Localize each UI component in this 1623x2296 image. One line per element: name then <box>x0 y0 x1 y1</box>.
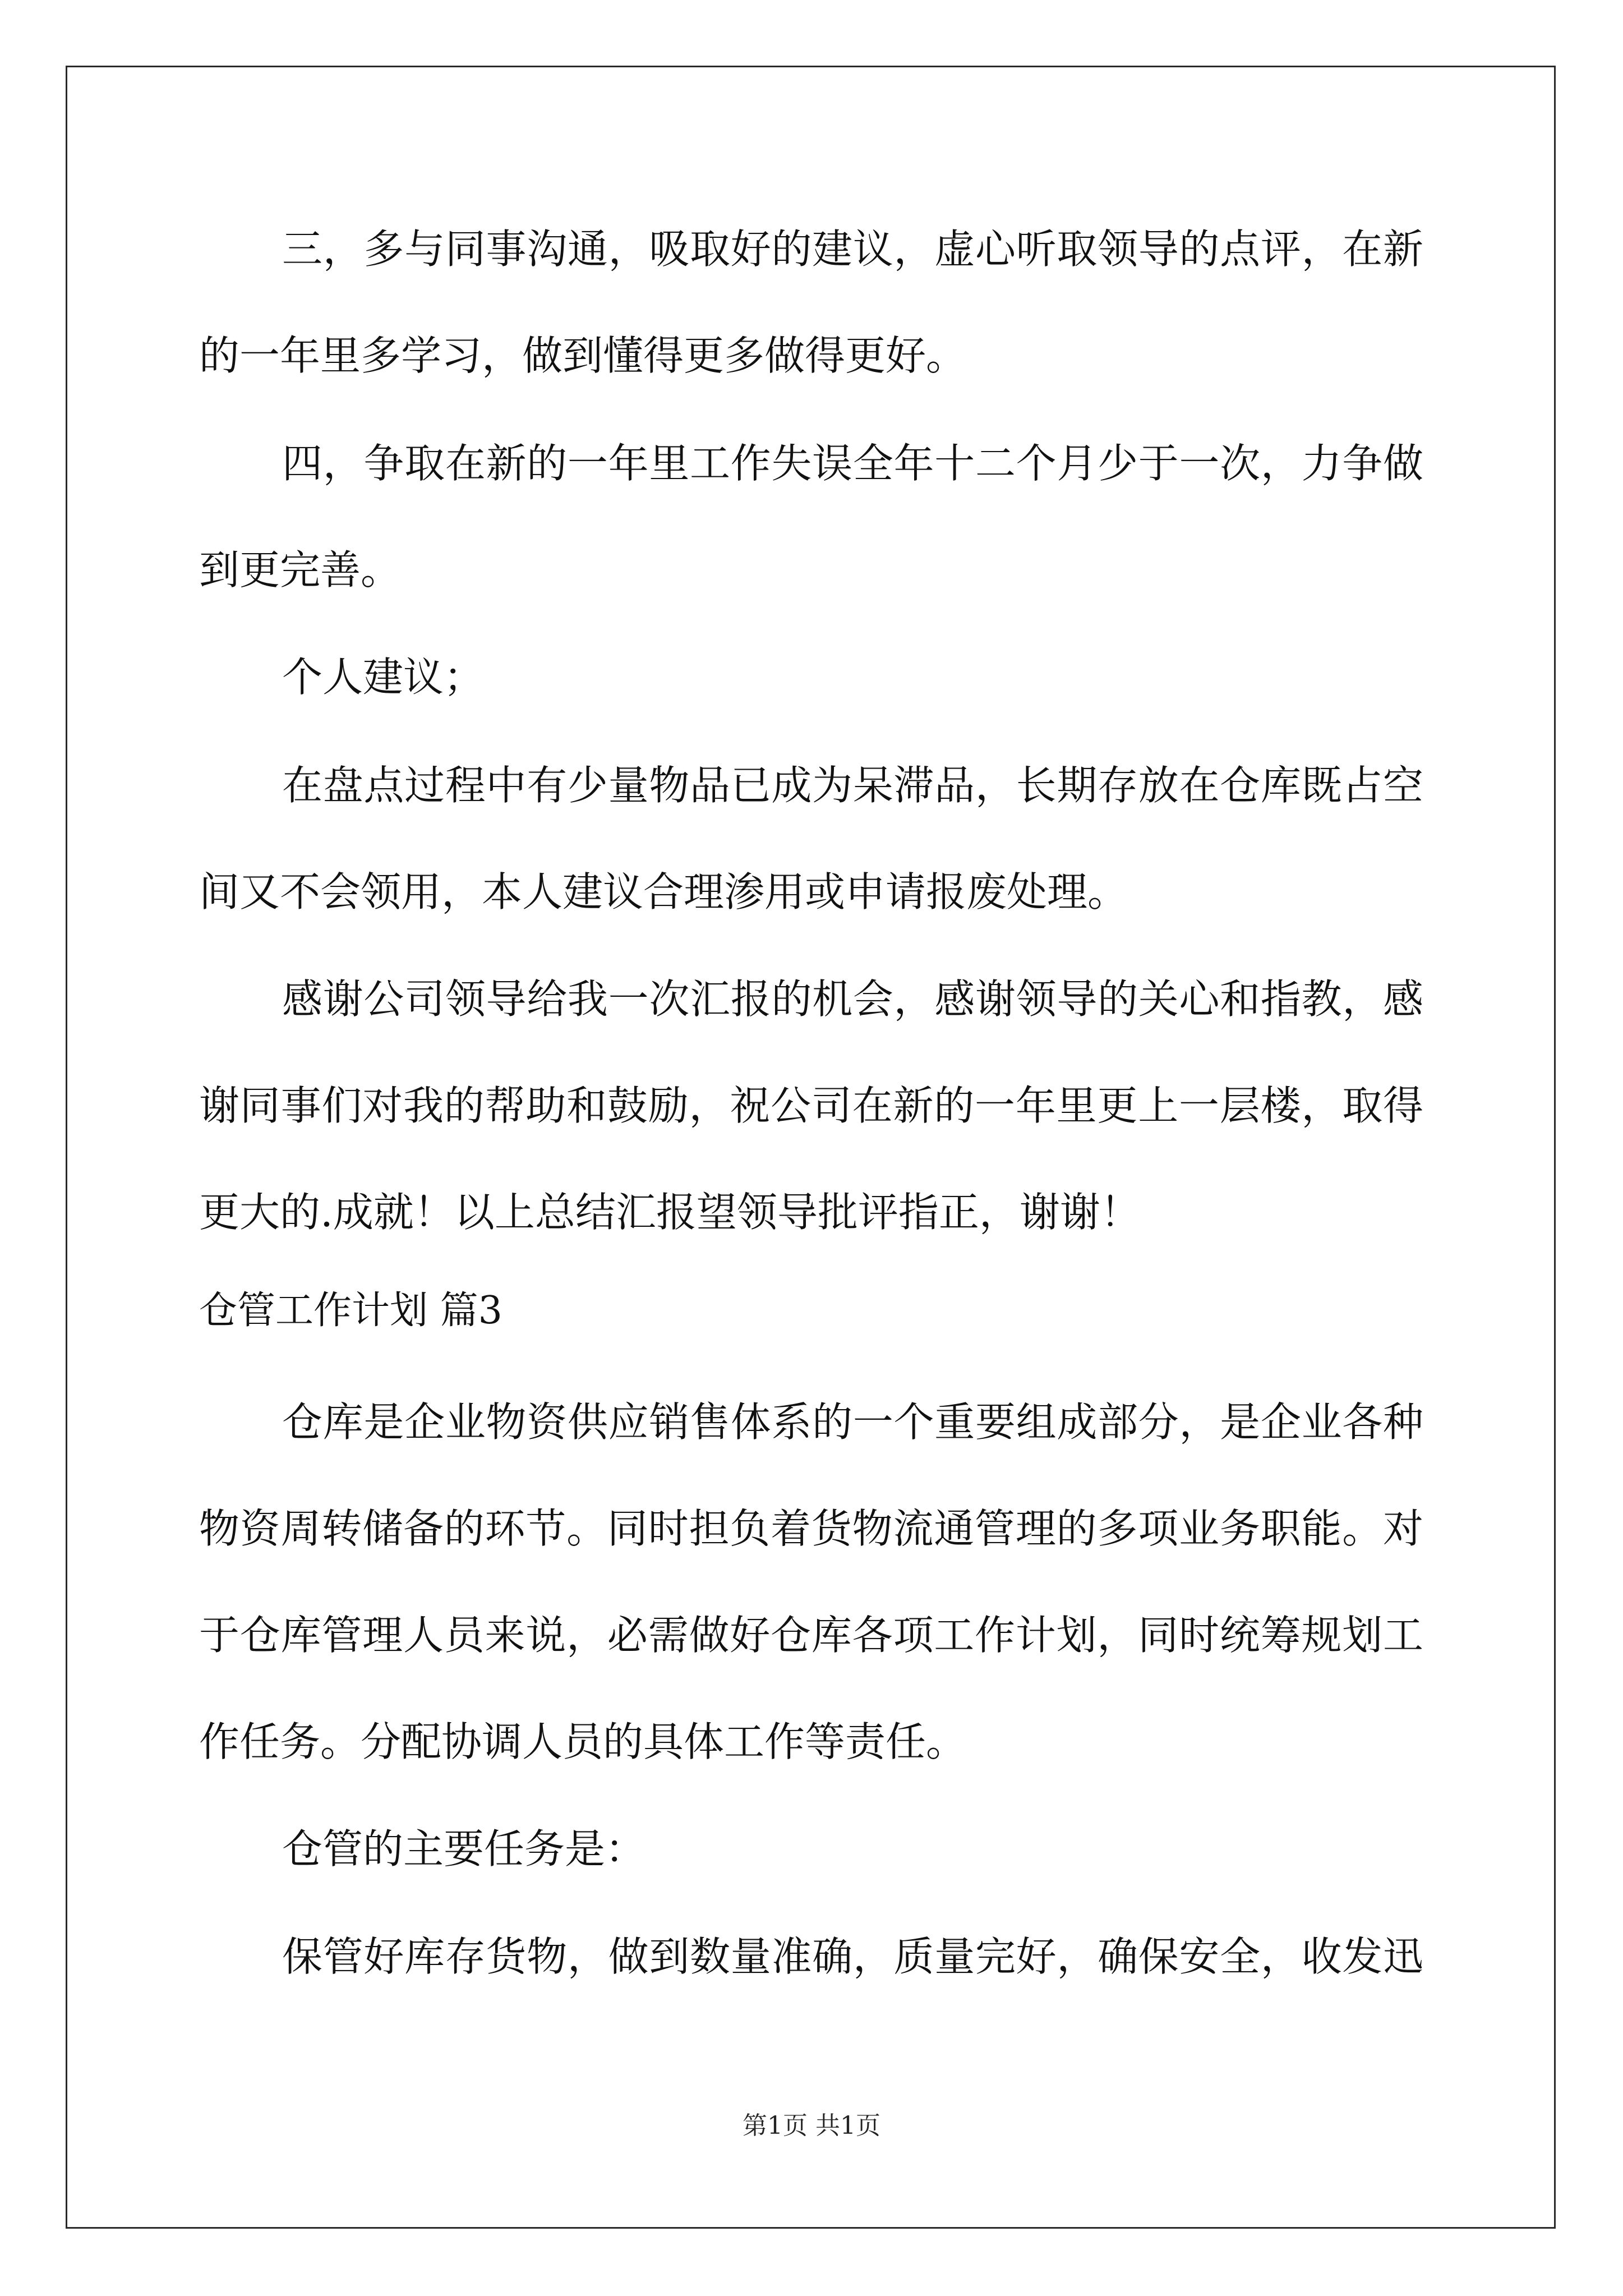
section-heading: 仓管工作计划 篇3 <box>199 1289 502 1333</box>
paragraph-4-line-2: 间又不会领用，本人建议合理渗用或申请报废处理。 <box>199 868 1128 915</box>
page-footer: 第1页 共1页 <box>743 2111 880 2140</box>
paragraph-7-line-1: 仓管的主要任务是： <box>282 1825 646 1872</box>
paragraph-6-line-3: 于仓库管理人员来说，必需做好仓库各项工作计划，同时统筹规划工 <box>199 1612 1423 1659</box>
paragraph-2-line-1: 四，争取在新的一年里工作失误全年十二个月少于一次，力争做 <box>282 440 1423 487</box>
paragraph-5-line-1: 感谢公司领导给我一次汇报的机会，感谢领导的关心和指教，感 <box>282 976 1423 1023</box>
paragraph-3-line-1: 个人建议； <box>282 654 485 701</box>
paragraph-5-line-2: 谢同事们对我的帮助和鼓励，祝公司在新的一年里更上一层楼，取得 <box>199 1082 1423 1129</box>
page-border <box>66 66 1556 2229</box>
paragraph-1-line-1: 三，多与同事沟通，吸取好的建议，虚心听取领导的点评，在新 <box>282 226 1423 273</box>
paragraph-6-line-2: 物资周转储备的环节。同时担负着货物流通管理的多项业务职能。对 <box>199 1505 1423 1552</box>
paragraph-8-line-1: 保管好库存货物，做到数量准确，质量完好，确保安全，收发迅 <box>282 1933 1423 1980</box>
paragraph-6-line-4: 作任务。分配协调人员的具体工作等责任。 <box>199 1718 967 1765</box>
paragraph-5-line-3: 更大的.成就！以上总结汇报望领导批评指正，谢谢！ <box>199 1189 1141 1236</box>
paragraph-6-line-1: 仓库是企业物资供应销售体系的一个重要组成部分，是企业各种 <box>282 1398 1423 1446</box>
paragraph-4-line-1: 在盘点过程中有少量物品已成为呆滞品，长期存放在仓库既占空 <box>282 762 1423 809</box>
paragraph-1-line-2: 的一年里多学习，做到懂得更多做得更好。 <box>199 332 967 379</box>
paragraph-2-line-2: 到更完善。 <box>199 546 402 593</box>
